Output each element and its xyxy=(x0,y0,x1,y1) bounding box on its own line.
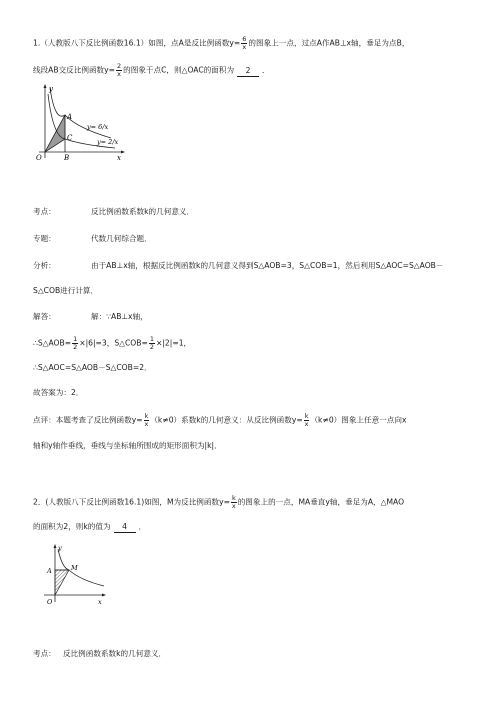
zhuanti-label: 专题： xyxy=(33,234,56,243)
q2-stem-text: ． xyxy=(138,522,147,531)
q2-stem-text: 的图象上的一点，MA垂直y轴，垂足为A，△MAO xyxy=(237,497,405,507)
q1-kaodian-row xyxy=(33,206,194,217)
point-a-label: A xyxy=(67,113,73,121)
fraction-denominator: x xyxy=(231,502,236,510)
zhuanti-text: 代数几何综合题． xyxy=(91,234,152,243)
fraction-denominator: x xyxy=(144,420,149,428)
q1-stem-text: ． xyxy=(262,65,270,75)
kaodian-label: 考点： xyxy=(33,207,56,216)
fraction-numerator: 6 xyxy=(242,35,247,43)
curve-y-k-over-x xyxy=(58,549,104,586)
q2-answer-blank: 4 xyxy=(114,521,136,533)
fraction-k-over-x xyxy=(231,495,237,510)
kaodian-text: 反比例函数系数k的几何意义． xyxy=(91,207,195,216)
jieda-text: ×|2|=1， xyxy=(156,338,192,348)
jieda-text: ∴S△AOC=S△AOB－S△COB=2． xyxy=(33,363,152,372)
triangle-mao-shaded xyxy=(55,570,69,595)
jieda-text: 解：∵AB⊥x轴， xyxy=(91,312,148,321)
point-m-label: M xyxy=(71,564,78,572)
q1-jieda-row3 xyxy=(33,362,152,373)
q1-stem-text: 的图象上一点，过点A作AB⊥x轴，垂足为点B， xyxy=(248,38,410,48)
fraction-numerator: 2 xyxy=(117,62,122,70)
kaodian-label: 考点： xyxy=(33,649,56,658)
x-axis-arrow xyxy=(121,151,125,154)
fraction-one-half xyxy=(72,336,78,351)
q2-figure xyxy=(38,540,108,610)
fraction-denominator: x xyxy=(242,43,247,51)
q1-stem-line2 xyxy=(33,63,270,78)
jieda-label: 解答： xyxy=(33,312,56,321)
point-c-label: C xyxy=(67,134,73,142)
origin-label: O xyxy=(47,598,53,606)
fraction-denominator: 2 xyxy=(73,343,78,351)
dianping-text: 轴和y轴作垂线，垂线与坐标轴所围成的矩形面积为|k|． xyxy=(33,441,222,450)
q1-jieda-row xyxy=(33,311,148,322)
dianping-text: （k≠0）系数k的几何意义：从反比例函数y= xyxy=(150,415,303,425)
fraction-numerator: 1 xyxy=(73,335,78,343)
q1-zhuanti-row xyxy=(33,233,152,244)
point-a-label: A xyxy=(47,567,52,575)
q2-stem-text: 2．(人教版八下反比例函数16.1)如图，M为反比例函数y= xyxy=(33,497,230,507)
q1-fenxi-row2 xyxy=(33,285,98,296)
q1-stem-text: 线段AB交反比例函数y= xyxy=(33,65,116,75)
fraction-one-half xyxy=(149,336,155,351)
fraction-denominator: 2 xyxy=(149,343,155,351)
fenxi-label: 分析： xyxy=(33,261,56,270)
fraction-numerator: k xyxy=(304,412,309,420)
x-axis-label: x xyxy=(98,598,102,606)
q1-stem-text: 1.（人教版八下反比例函数16.1）如图，点A是反比例函数y= xyxy=(33,38,241,48)
q2-stem-line2 xyxy=(33,521,146,533)
fraction-6-over-x xyxy=(241,36,247,51)
y-axis-arrow xyxy=(44,84,47,88)
conclusion-text: 故答案为：2． xyxy=(33,388,84,397)
q2-stem-line1 xyxy=(33,495,404,510)
q2-kaodian-row xyxy=(33,648,166,659)
q1-stem-line1 xyxy=(33,36,409,51)
fraction-k-over-x xyxy=(304,413,310,428)
q1-dianping-row xyxy=(33,413,407,428)
dianping-text: 点评：本题考查了反比例函数y= xyxy=(33,415,143,425)
fraction-numerator: k xyxy=(144,412,149,420)
dianping-text: （k≠0）图象上任意一点向x xyxy=(310,415,407,425)
x-axis-label: x xyxy=(117,154,121,162)
q1-dianping-row2 xyxy=(33,440,222,451)
y-axis-label: y xyxy=(58,544,62,552)
fraction-numerator: k xyxy=(231,494,236,502)
q1-fenxi-row xyxy=(33,260,443,271)
fraction-numerator: 1 xyxy=(149,335,155,343)
jieda-text: ×|6|=3，S△COB= xyxy=(79,338,148,348)
q2-stem-text: 的面积为2，则k的值为 xyxy=(33,522,111,531)
y-axis-label: y xyxy=(49,85,53,93)
x-axis-arrow xyxy=(102,594,106,597)
q1-conclusion xyxy=(33,387,83,398)
fenxi-text: S△COB进行计算． xyxy=(33,286,99,295)
fraction-2-over-x xyxy=(116,63,122,78)
q1-stem-text: 的图象于点C，则△OAC的面积为 xyxy=(123,65,235,75)
fraction-denominator: x xyxy=(117,70,122,78)
y-axis-arrow xyxy=(54,544,57,548)
q1-figure xyxy=(33,82,129,164)
q1-jieda-row2 xyxy=(33,336,191,351)
q1-answer-blank: 2 xyxy=(237,65,259,77)
curve1-label: y= 6/x xyxy=(87,123,109,131)
fraction-k-over-x xyxy=(144,413,150,428)
fenxi-text: 由于AB⊥x轴，根据反比例函数k的几何意义得到S△AOB=3，S△COB=1，然后利用S△AOC=S△AOB－ xyxy=(91,261,444,270)
jieda-text: ∴S△AOB= xyxy=(33,338,72,348)
kaodian-text: 反比例函数系数k的几何意义． xyxy=(63,649,167,658)
curve2-label: y= 2/x xyxy=(97,138,119,146)
fraction-denominator: x xyxy=(304,420,309,428)
origin-label: O xyxy=(36,154,42,162)
point-b-label: B xyxy=(64,154,70,162)
